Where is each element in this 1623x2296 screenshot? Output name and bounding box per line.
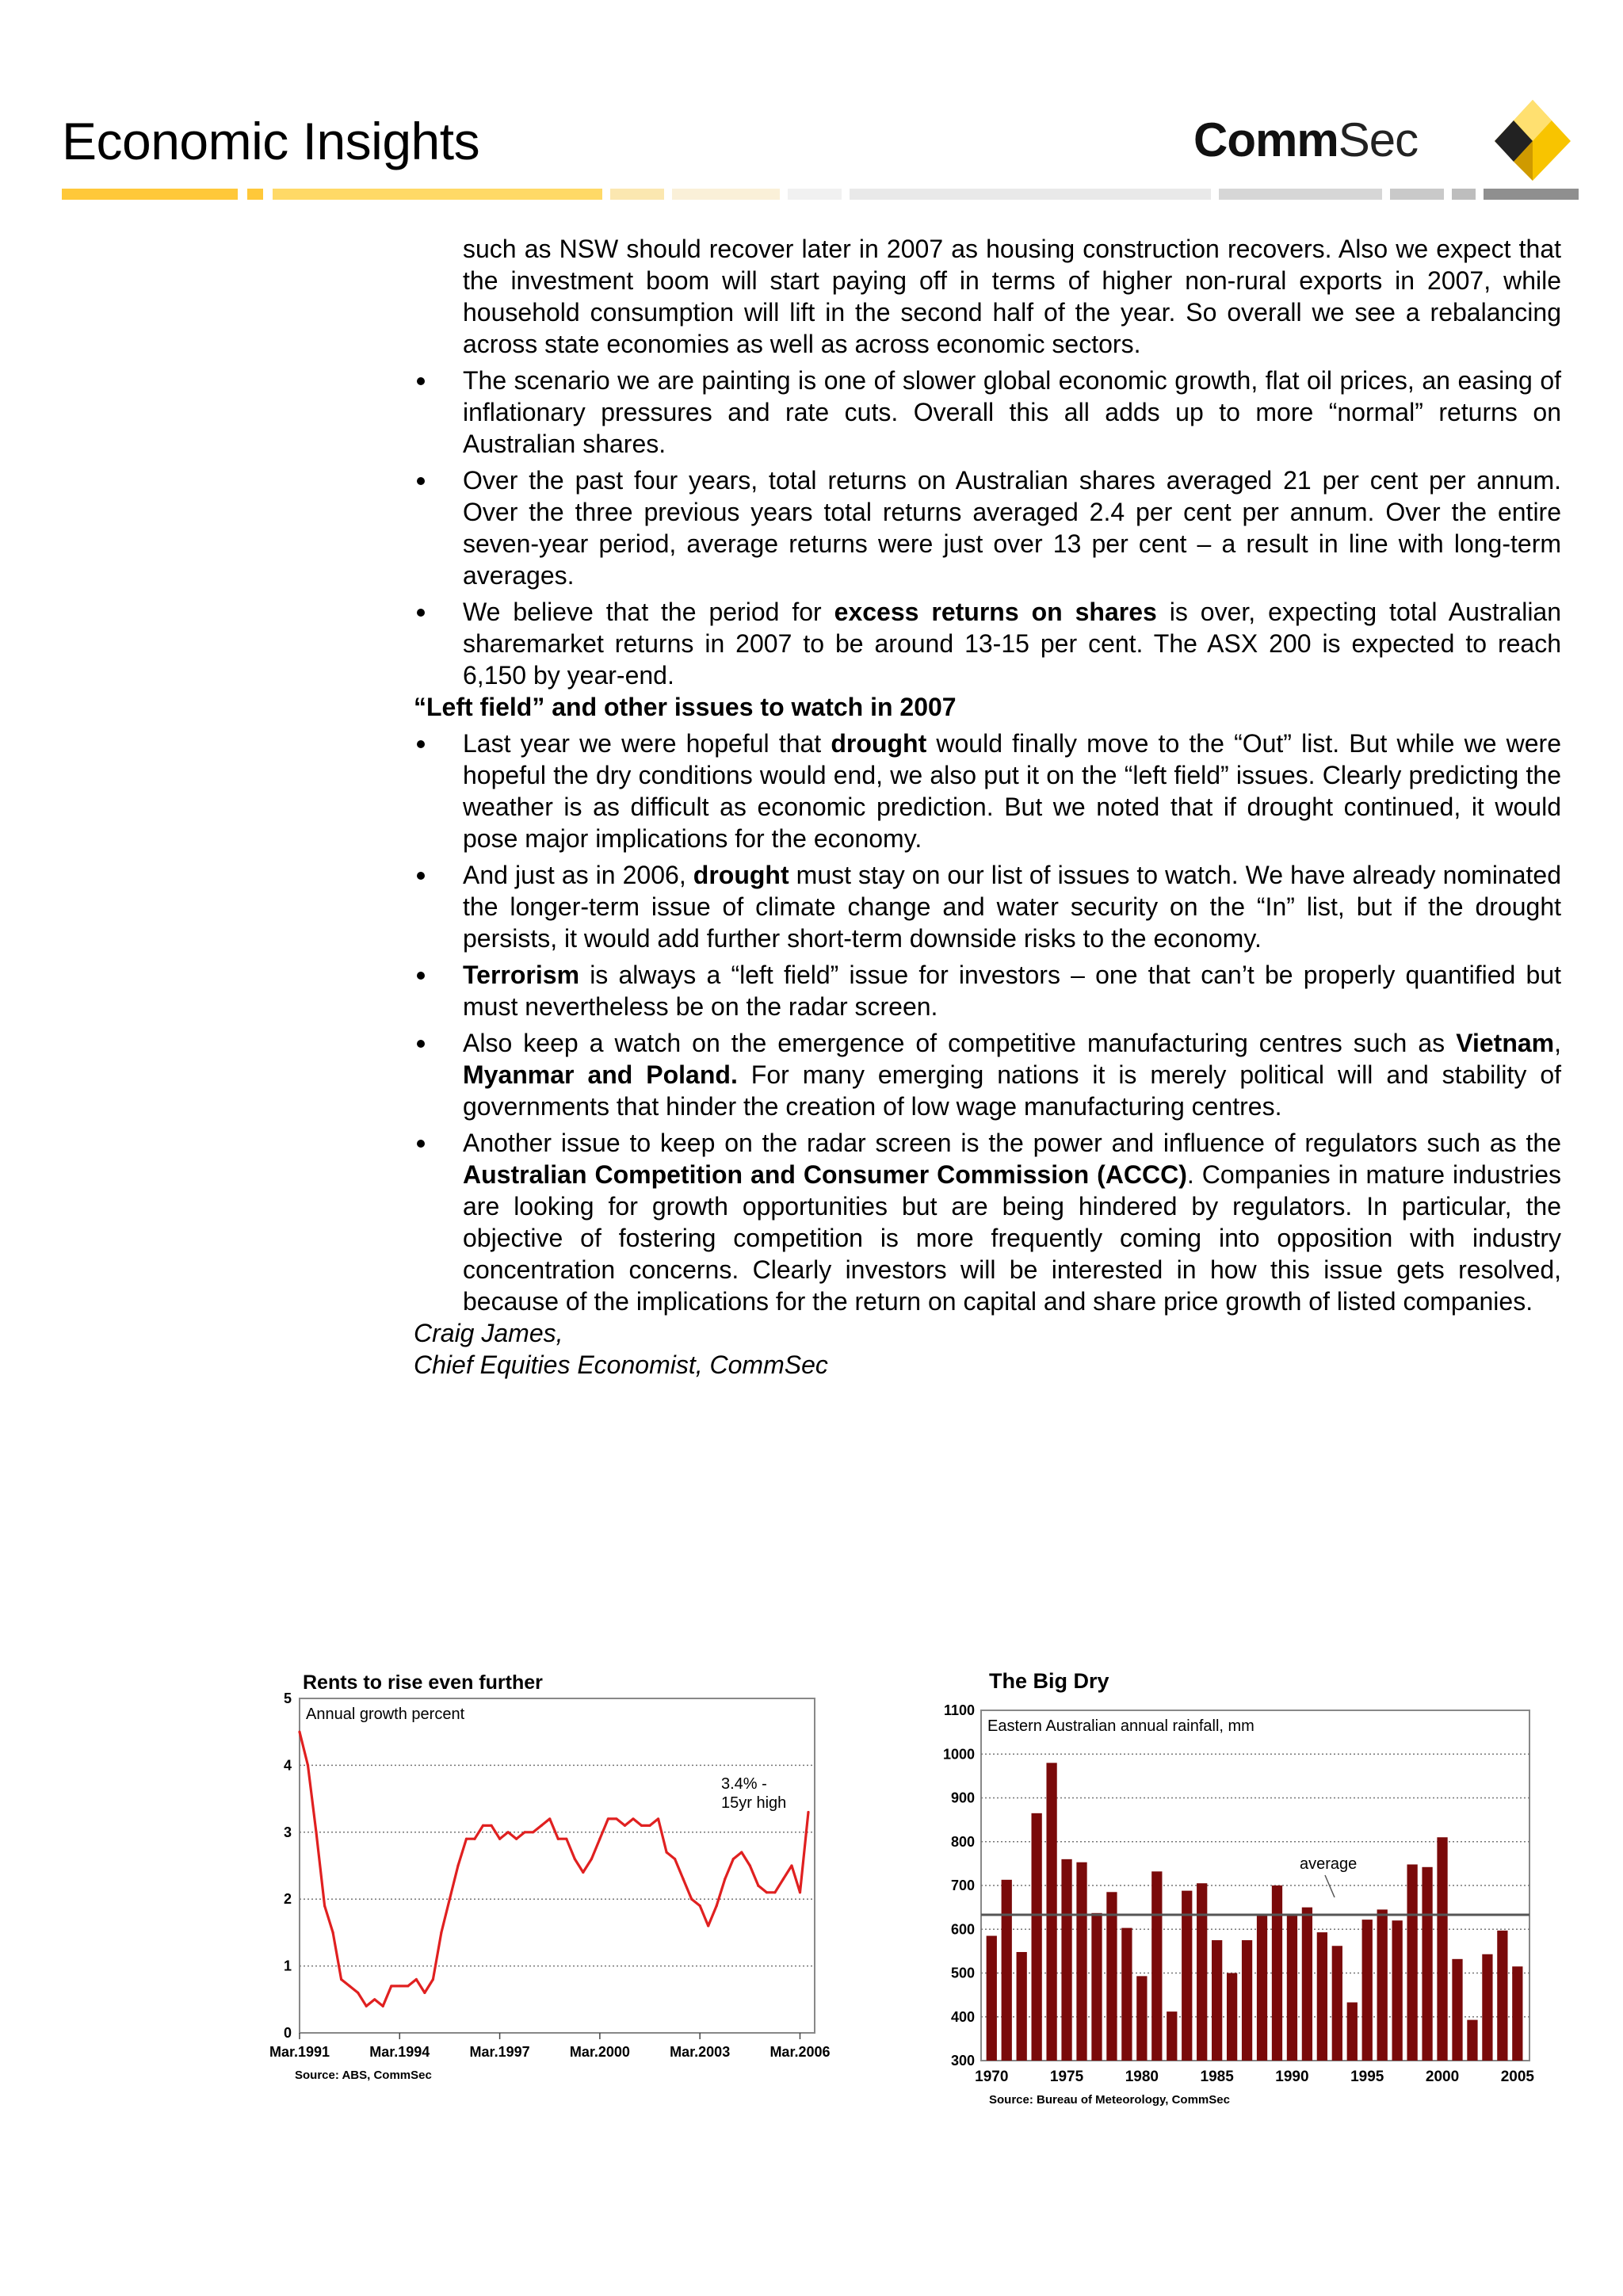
data-point [382,2005,384,2008]
data-point [323,1904,326,1907]
data-point [498,1838,501,1840]
rainfall-bar [1242,1940,1252,2061]
data-point [315,1831,317,1833]
data-point [724,1878,726,1880]
data-point [357,1992,359,1994]
rainfall-bar [1257,1916,1267,2061]
average-label: average [1300,1855,1358,1873]
chart-annotation: 3.4% - [721,1775,767,1793]
data-point [365,2005,368,2008]
band-segment [850,189,1211,200]
data-point [674,1858,676,1860]
rent-growth-line [300,1732,808,2006]
chart-title: Rents to rise even further [303,1671,543,1694]
data-point [399,1985,401,1987]
chart-subtitle: Annual growth percent [306,1706,465,1723]
data-point [690,1898,693,1901]
logo-wordmark: CommSec [1193,113,1419,166]
data-point [740,1851,743,1854]
data-point [473,1838,475,1840]
data-point [415,1978,418,1981]
rainfall-bar [1076,1862,1086,2061]
bullet-icon [417,1040,425,1048]
data-point [682,1878,685,1880]
data-point [782,1878,785,1880]
y-tick-label: 900 [950,1790,975,1806]
y-tick-label: 2 [283,1891,292,1908]
rainfall-bar [1272,1885,1282,2061]
data-point [340,1978,342,1981]
data-point [707,1924,709,1927]
rainfall-bar [1437,1837,1447,2061]
rainfall-bar [1467,2020,1477,2061]
data-point [407,1985,409,1987]
rainfall-bar [1091,1913,1102,2061]
data-point [657,1817,659,1820]
bullet-icon [417,377,425,385]
band-segment [788,189,842,200]
rainfall-bar [1422,1867,1432,2061]
x-tick-label: Mar.1991 [269,2044,330,2060]
chart-annotation: 15yr high [721,1794,787,1812]
x-tick-label: 2005 [1500,2069,1534,2085]
bullet-icon [417,609,425,617]
bullet-item: Terrorism is always a “left field” issue for investors – one that can’t be properly quantified but must nevertheless be on the radar screen. [414,959,1561,1022]
rainfall-bar [1452,1959,1462,2061]
article-body [414,233,1561,1381]
y-tick-label: 1 [283,1958,292,1974]
rainfall-bar [1151,1871,1162,2061]
data-point [773,1891,776,1893]
data-point [632,1817,634,1820]
bullet-icon [417,1140,425,1148]
data-point [699,1904,701,1907]
rainfall-bar [1302,1908,1312,2061]
rainfall-bar [1362,1920,1373,2061]
data-point [665,1851,667,1854]
data-point [423,1992,426,1994]
bullet-list-outlook [414,365,1561,691]
data-point [432,1978,434,1981]
x-tick-label: Mar.2003 [670,2044,731,2060]
data-point [648,1824,651,1827]
rainfall-bar [1512,1966,1522,2061]
data-point [490,1824,492,1827]
data-point [799,1891,801,1893]
average-pointer [1325,1875,1335,1897]
bullet-icon [417,477,425,485]
rainfall-bar [1167,2011,1177,2061]
data-point [640,1824,643,1827]
data-point [565,1838,567,1840]
bullet-item: We believe that the period for excess returns on shares is over, expecting total Australian sharemarket returns in 2007 to be around 13-15 per cent. The ASX 200 is expected to reach 6,150 by year-end. [414,596,1561,691]
data-point [507,1831,510,1833]
data-point [732,1858,735,1860]
band-segment [672,189,780,200]
rainfall-bar [1121,1928,1132,2061]
rainfall-bar [1017,1952,1027,2061]
data-point [607,1817,609,1820]
data-point [716,1904,718,1907]
band-segment [62,189,238,200]
commsec-logo [1193,95,1574,190]
bullet-list-issues [414,728,1561,1317]
rainfall-bar [1377,1909,1388,2061]
rainfall-bar [1061,1859,1071,2061]
y-tick-label: 1000 [942,1746,975,1763]
bullet-item: The scenario we are painting is one of slower global economic growth, flat oil prices, an easing of inflationary pressures and rate cuts. Overall this all adds up to more “normal” returns on Australian shares. [414,365,1561,460]
band-segment [273,189,602,200]
rainfall-bar [1392,1920,1403,2061]
data-point [790,1864,792,1866]
data-point [548,1817,551,1820]
x-tick-label: 2000 [1425,2069,1460,2085]
y-tick-label: 0 [283,2025,292,2041]
rainfall-bar [1182,1891,1192,2061]
x-tick-label: Mar.1994 [369,2044,430,2060]
data-point [349,1985,351,1987]
rainfall-bar [1482,1954,1492,2061]
y-tick-label: 500 [950,1965,975,1981]
y-tick-label: 5 [283,1690,292,1706]
band-segment [1390,189,1444,200]
rainfall-bar [1032,1813,1042,2061]
data-point [590,1858,593,1860]
x-tick-label: Mar.2006 [769,2044,831,2060]
rainfall-bar [1347,2003,1358,2061]
logo-diamond-icon [1471,95,1574,190]
band-segment [247,189,263,200]
x-tick-label: 1995 [1350,2069,1384,2085]
y-tick-label: 800 [950,1833,975,1850]
x-tick-label: 1970 [975,2069,1009,2085]
y-tick-label: 3 [283,1824,292,1840]
rents-chart-svg [262,1660,832,2088]
data-point [749,1864,751,1866]
plot-frame [300,1698,815,2033]
rainfall-bar [1106,1892,1117,2061]
band-segment [610,189,664,200]
x-tick-label: 1985 [1200,2069,1234,2085]
rainfall-bar [1497,1931,1507,2061]
chart-source: Source: ABS, CommSec [295,2069,432,2082]
rainfall-bar [1287,1916,1297,2061]
data-point [532,1831,534,1833]
bullet-icon [417,872,425,880]
data-point [390,1985,392,1987]
rainfall-bar [1002,1880,1012,2061]
y-tick-label: 700 [950,1878,975,1893]
bullet-item: Another issue to keep on the radar screen is the power and influence of regulators such as the Australian Competition and Consumer Commission (ACCC). Companies in mature industries are looking for growth opportunities but are being hindered by regulators. In particular, the objective of fostering competition is more frequently coming into opposition with industry concentration concerns. Clearly investors will be interested in how this issue gets resolved, because of the implications for the return on capital and share price growth of listed companies. [414,1127,1561,1317]
bullet-item: Also keep a watch on the emergence of competitive manufacturing centres such as Vietnam, Myanmar and Poland. For many emerging nations it is merely political will and stability of governments that hinder the creation of low wage manufacturing centres. [414,1027,1561,1122]
rainfall-chart [934,1664,1536,2124]
x-tick-label: 1975 [1049,2069,1084,2085]
data-point [465,1838,468,1840]
x-tick-label: Mar.2000 [569,2044,630,2060]
band-segment [1219,189,1382,200]
rainfall-chart-svg [934,1664,1536,2124]
bullet-item: Last year we were hopeful that drought would finally move to the “Out” list. But while we were hopeful the dry conditions would end, we also put it on the “left field” issues. Clearly predicting the weather is as difficult as economic prediction. But we noted that if drought continued, it would pose major implications for the economy. [414,728,1561,854]
band-segment [1484,189,1579,200]
author-name: Craig James, [414,1319,563,1347]
chart-subtitle: Eastern Australian annual rainfall, mm [987,1717,1254,1735]
bullet-icon [417,972,425,980]
page-title: Economic Insights [62,112,480,170]
y-tick-label: 1100 [943,1702,975,1718]
rainfall-bar [1197,1883,1207,2061]
data-point [557,1838,559,1840]
data-point [524,1831,526,1833]
y-tick-label: 400 [950,2008,975,2025]
rainfall-bar [987,1936,997,2061]
chart-source: Source: Bureau of Meteorology, CommSec [989,2093,1230,2107]
data-point [807,1811,809,1813]
data-point [766,1891,768,1893]
rents-chart [262,1660,832,2088]
x-tick-label: 1980 [1125,2069,1159,2085]
data-point [757,1885,759,1887]
section-heading: “Left field” and other issues to watch in 2007 [414,693,957,721]
data-point [307,1764,309,1767]
data-point [440,1931,442,1934]
rainfall-bar [1136,1976,1147,2061]
data-point [456,1864,459,1866]
x-tick-label: Mar.1997 [469,2044,530,2060]
data-point [598,1838,601,1840]
rainfall-bar [1227,1973,1237,2061]
data-point [298,1731,300,1733]
data-point [373,1998,376,2000]
data-point [331,1931,334,1934]
rainfall-bar [1317,1932,1327,2061]
data-point [515,1838,517,1840]
rainfall-bar [1407,1864,1417,2061]
y-tick-label: 4 [283,1757,292,1774]
rainfall-bar [1046,1763,1056,2061]
data-point [615,1817,617,1820]
bullet-item: And just as in 2006, drought must stay on our list of issues to watch. We have already nominated the longer-term issue of climate change and water security on the “In” list, but if the drought persists, it would add further short-term downside risks to the economy. [414,859,1561,954]
bullet-item: Over the past four years, total returns on Australian shares averaged 21 per cent per annum. Over the three previous years total returns averaged 2.4 per cent per annum. Over the entire seven-year period, average returns were just over 13 per cent – a result in line with long-term averages. [414,464,1561,591]
data-point [540,1824,543,1827]
author-title: Chief Equities Economist, CommSec [414,1350,828,1379]
x-tick-label: 1990 [1275,2069,1309,2085]
data-point [482,1824,484,1827]
bullet-icon [417,740,425,748]
band-segment [1452,189,1476,200]
chart-title: The Big Dry [989,1669,1109,1693]
data-point [624,1824,626,1827]
y-tick-label: 300 [950,2053,975,2069]
data-point [582,1871,584,1874]
rainfall-bar [1212,1940,1222,2061]
y-tick-label: 600 [950,1921,975,1938]
rainfall-bar [1332,1946,1342,2061]
continued-paragraph: such as NSW should recover later in 2007 as housing construction recovers. Also we expect that the investment boom will start paying off in terms of higher non-rural exports in 2007, while household consumption will lift in the second half of the year. So overall we see a rebalancing across state economies as well as across economic sectors. [463,235,1561,358]
data-point [574,1858,576,1860]
data-point [449,1898,451,1901]
